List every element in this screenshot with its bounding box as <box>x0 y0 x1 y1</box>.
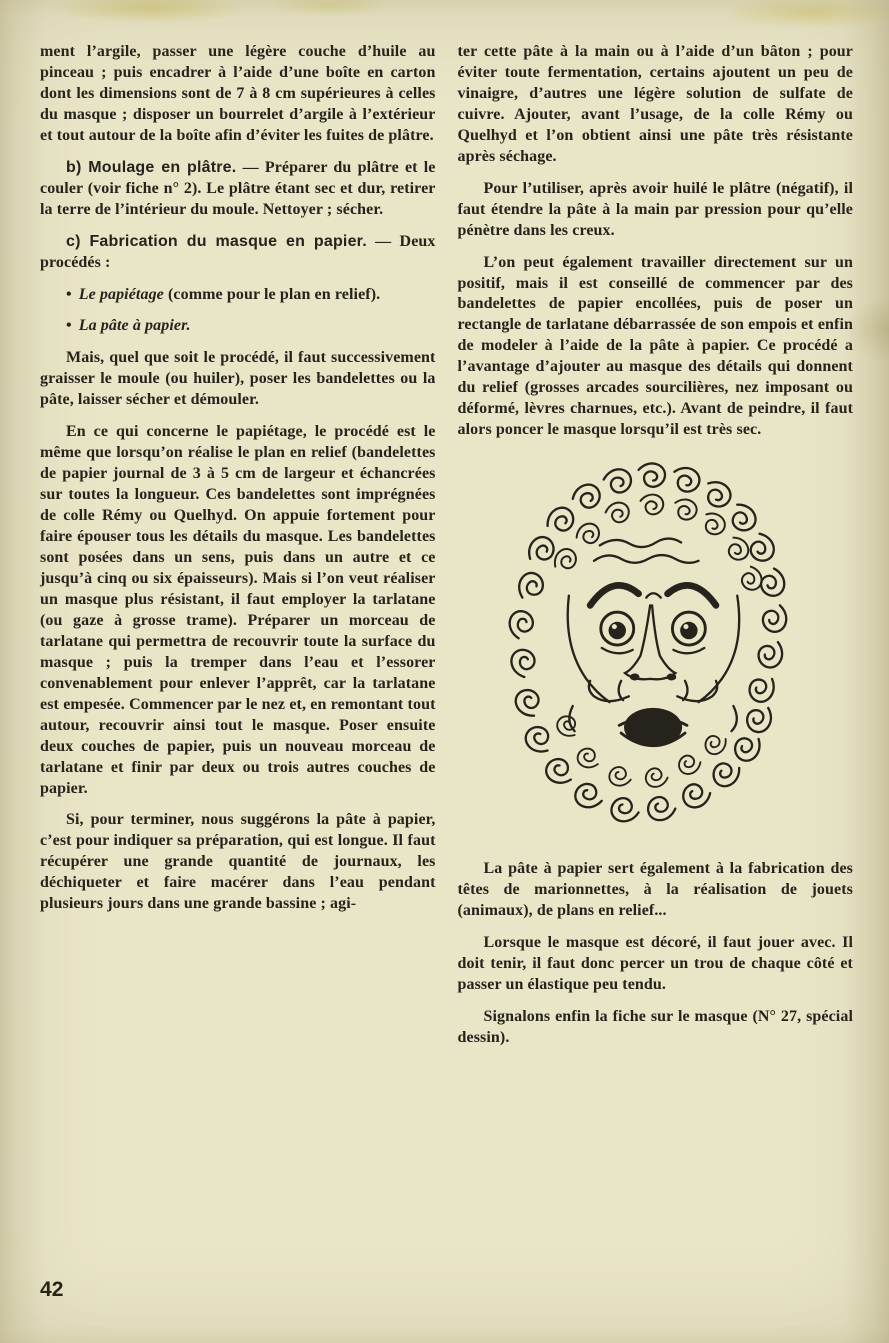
paragraph-section-c <box>40 232 436 274</box>
bullet-item-term: La pâte à papier. <box>78 317 191 335</box>
paragraph: Si, pour terminer, nous suggérons la pâte à papier, c’est pour indiquer sa préparation, qui est longue. Il faut récupérer une grande quantité de journaux, les déchiqueter et faire macérer dans l’eau pendant plusieurs jours dans une grande bassine ; agi- <box>40 811 436 913</box>
paragraph-text: (comme pour le plan en relief). <box>163 285 381 303</box>
section-c-heading: c) Fabrication du masque en papier. <box>66 232 367 250</box>
paragraph: L’on peut également travailler directement sur un positif, mais il est conseillé de commencer par des bandelettes de papier encollées, puis de poser un rectangle de tarlatane débarrassée de son empois et enfin de modeler à l’aide de la pâte à papier. Ce procédé a l’avantage d’ajouter au masque des détails qui donnent du relief (grosses arcades sourcilières, nez imposant ou déformé, lèvres charnues, etc.). Avant de peindre, il faut alors poncer le masque lorsqu’il est très sec. <box>457 253 853 439</box>
paragraph-continuation: ment l’argile, passer une légère couche d’huile au pinceau ; puis encadrer à l’aide d’une boîte en carton dont les dimensions sont de 7 à 8 cm supérieures à celles du masque ; disposer un bourrelet d’argile à l’extérieur et tout autour de la boîte afin d’éviter les fuites de plâtre. <box>40 43 436 144</box>
paragraph-text: — Deux procédés : <box>40 232 436 271</box>
mask-figure <box>458 452 854 847</box>
left-column <box>40 42 436 1060</box>
paragraph-section-b <box>40 158 436 221</box>
bullet-icon: • <box>66 317 72 335</box>
section-b-heading: b) Moulage en plâtre. <box>66 158 237 176</box>
bullet-item-pate-a-papier <box>40 316 436 337</box>
right-column <box>458 42 854 1060</box>
mask-illustration <box>505 452 805 840</box>
paragraph: En ce qui concerne le papiétage, le procédé est le même que lorsqu’on réalise le plan en relief (bandelettes de papier journal de 3 à 5 cm de largeur et échancrées sur toutes la longueur. Ces bandelettes sont imprégnées de colle Rémy ou Quelhyd. On appuie fortement pour faire épouser tous les détails du masque. Les bandelettes sont posées dans un sens, puis dans un autre et ce jusqu’à cinq ou six épaisseurs). Mais si l’on veut réaliser un masque plus résistant, il faut employer la tarlatane (ou gaze à grosse trame). Préparer un morceau de tarlatane qui permettra de recouvrir toute la surface du masque ; puis la tremper dans l’eau et l’essorer convenablement pour enlever l’apprêt, car la tarlatane est empesée. Commencer par le nez et, en remontant tout autour, recouvrir ainsi tout le masque. Poser ensuite deux couches de papier, puis un nouveau morceau de tarlatane et finir par deux ou trois autres couches de papier. <box>40 423 436 797</box>
paragraph: La pâte à papier sert également à la fabrication des têtes de marionnettes, à la réalisation de jouets (animaux), de plans en relief... <box>457 860 853 920</box>
bullet-item-papietage <box>40 285 436 306</box>
page-number: 42 <box>40 1278 64 1301</box>
paragraph: Mais, quel que soit le procédé, il faut successivement graisser le moule (ou huiler), poser les bandelettes ou la pâte, laisser sécher et démouler. <box>40 349 436 409</box>
bullet-icon: • <box>66 285 72 303</box>
paragraph: Signalons enfin la fiche sur le masque (N° 27, spécial dessin). <box>457 1007 853 1046</box>
paragraph: Pour l’utiliser, après avoir huilé le plâtre (négatif), il faut étendre la pâte à la main par pression pour qu’elle pénètre dans les creux. <box>457 179 853 239</box>
bullet-item-term: Le papiétage <box>78 285 164 303</box>
text-columns <box>40 42 853 1060</box>
paragraph: Lorsque le masque est décoré, il faut jouer avec. Il doit tenir, il faut donc percer un trou de chaque côté et passer un élastique peu tendu. <box>457 933 853 993</box>
paragraph-continuation: ter cette pâte à la main ou à l’aide d’un bâton ; pour éviter toute fermentation, certains ajoutent un peu de vinaigre, d’autres une légère solution de sulfate de cuivre. Ajouter, avant l’usage, de la colle Rémy ou Quelhyd et l’on obtient ainsi une pâte très résistante après séchage. <box>457 43 853 165</box>
paragraph-text: — Préparer du plâtre et le couler (voir fiche n° 2). Le plâtre étant sec et dur, retirer la terre de l’intérieur du moule. Nettoyer ; sécher. <box>40 158 436 218</box>
